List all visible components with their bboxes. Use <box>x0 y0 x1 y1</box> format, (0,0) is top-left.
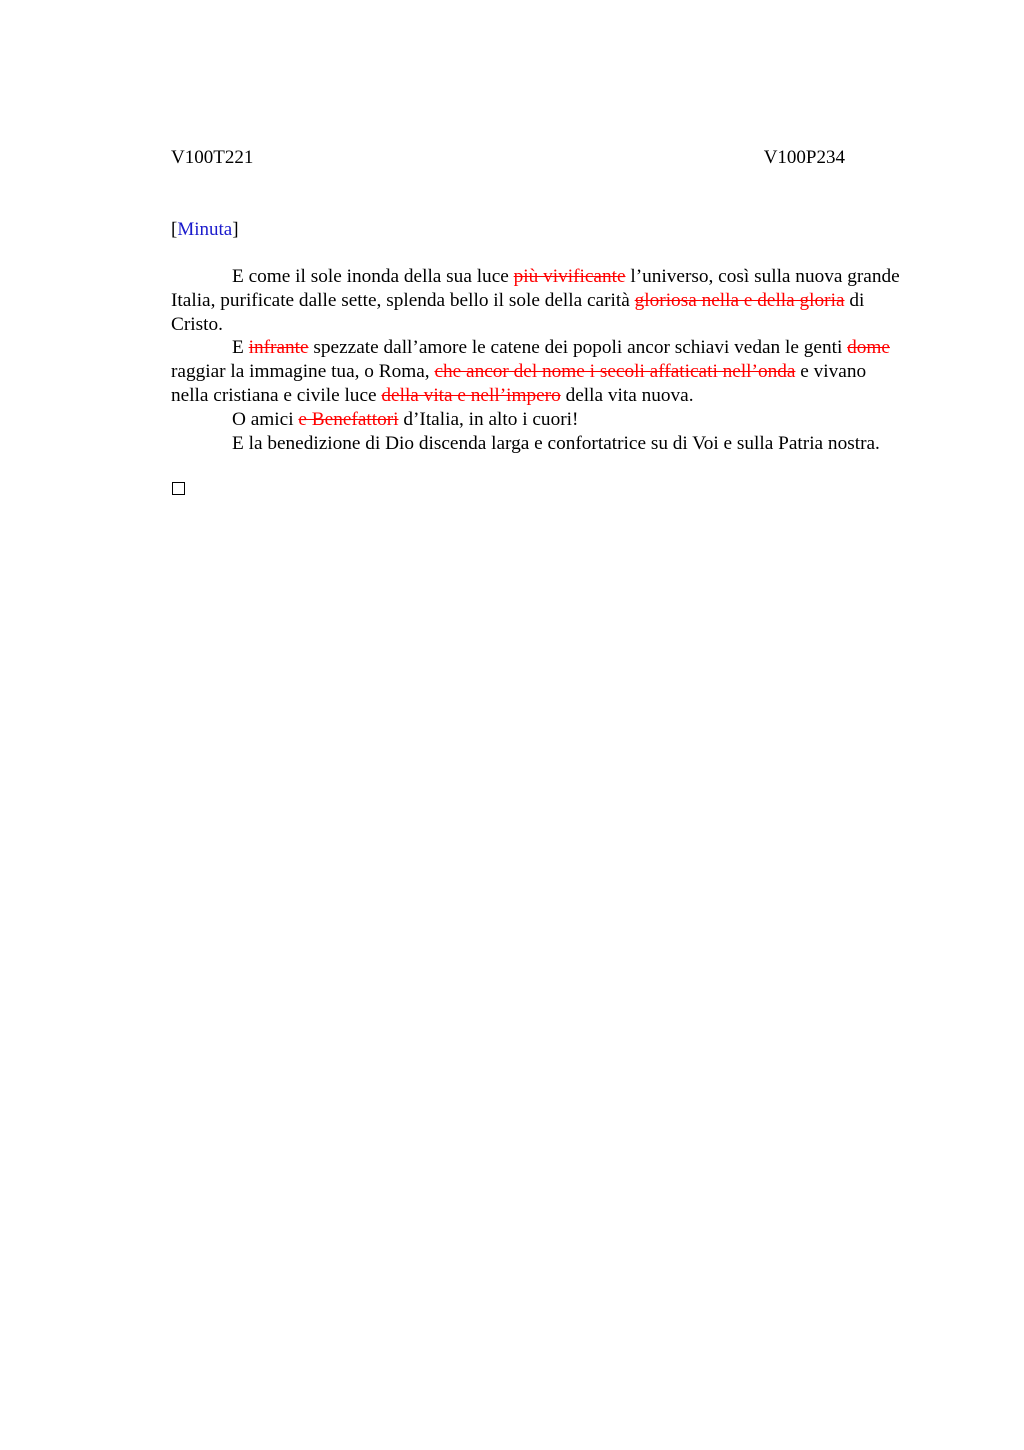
label-close-bracket: ] <box>232 219 239 240</box>
empty-square-icon <box>172 482 185 495</box>
paragraph <box>171 432 905 456</box>
header-right-code: V100P234 <box>763 147 845 168</box>
paragraph <box>171 408 905 432</box>
text-segment: raggiar la immagine tua, o Roma, <box>171 361 435 383</box>
document-label <box>171 218 239 242</box>
text-segment: E come il sole inonda della sua luce <box>232 266 514 287</box>
text-segment: della vita nuova. <box>560 384 694 406</box>
header-left-code: V100T221 <box>171 147 254 168</box>
page-header <box>171 146 845 172</box>
text-segment: di Cristo. <box>171 289 865 335</box>
text-segment: d’Italia, in alto i cuori! <box>398 408 579 430</box>
deleted-text-segment: gloriosa nella e della gloria <box>634 289 845 311</box>
text-segment: l’universo, così sulla nuova grande Italia, purificate dalle sette, splenda bello il sole della carità <box>171 266 900 311</box>
deleted-text-segment: dome <box>847 337 890 359</box>
paragraph <box>171 265 905 336</box>
text-segment: O amici <box>232 408 299 430</box>
label-open-bracket: [ <box>171 219 178 240</box>
text-segment: e vivano nella cristiana e civile luce <box>171 361 867 406</box>
body-text <box>171 265 905 455</box>
deleted-text-segment: della vita e nell’impero <box>381 384 561 406</box>
paragraph <box>171 336 905 407</box>
text-segment: E <box>232 337 249 359</box>
deleted-text-segment: che ancor del nome i secoli affaticati nell’onda <box>434 361 796 383</box>
deleted-text-segment: e Benefattori <box>298 408 399 430</box>
text-segment: E la benedizione di Dio discenda larga e confortatrice su di Voi e sulla Patria nostra. <box>232 432 880 454</box>
text-segment: spezzate dall’amore le catene dei popoli ancor schiavi vedan le genti <box>308 337 848 359</box>
deleted-text-segment: infrante <box>248 337 309 359</box>
label-minuta: Minuta <box>177 219 233 240</box>
deleted-text-segment: più vivificante <box>513 266 626 287</box>
